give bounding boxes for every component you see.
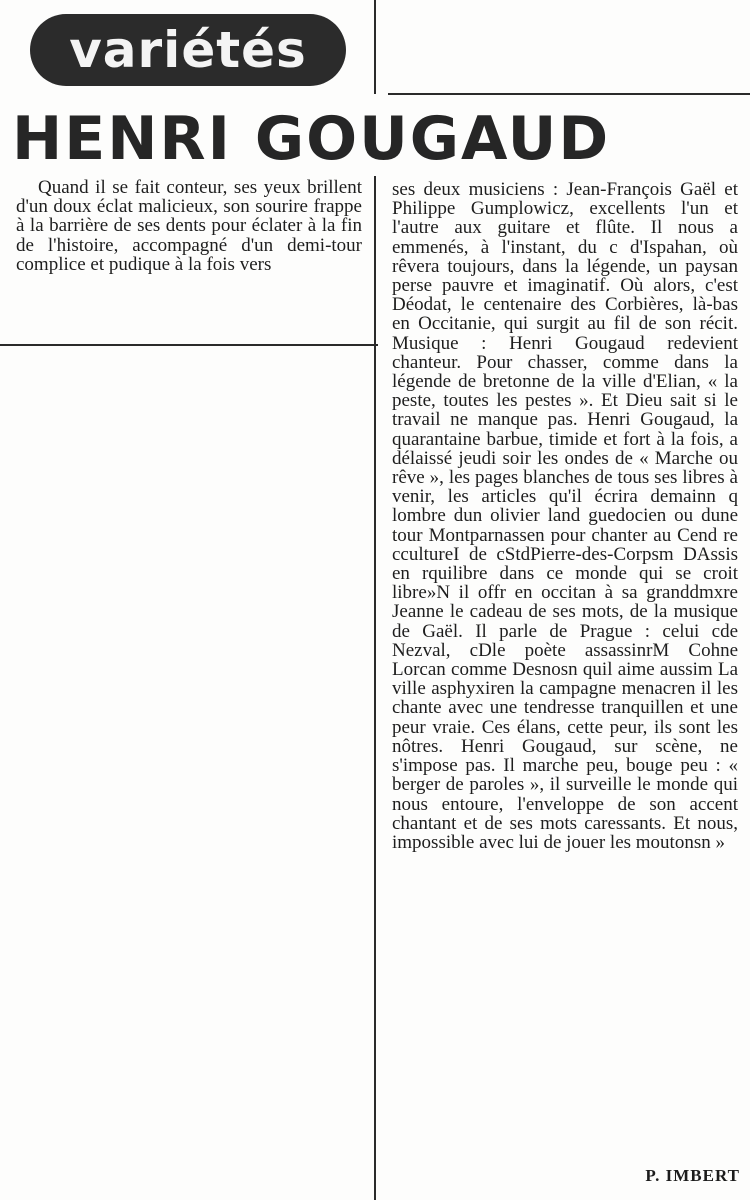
headline-top-rule [388, 93, 750, 95]
section-badge [30, 14, 346, 86]
author-signature: P. IMBERT [645, 1166, 740, 1185]
left-column-bottom-rule [0, 344, 378, 346]
headline: HENRI GOUGAUD [12, 104, 611, 174]
vertical-rule-top [374, 0, 376, 94]
column-divider [374, 176, 376, 1200]
article-column-left: Quand il se fait conteur, ses yeux brillent d'un doux éclat malicieux, son sourire frappe à la barrière de ses dents pour éclater à la fin de l'histoire, accompagné d'un demi-tour complice et pudique à la fois vers [16, 177, 362, 275]
article-column-right: ses deux musiciens : Jean-François Gaël et Philippe Gumplowicz, excellents l'un et l'autre aux guitare et flûte. Il nous a emmenés, à l'instant, du c d'Ispahan, où rêvera toujours, dans la légende, un paysan perse pauvre et imaginatif. Où alors, c'est Déodat, le centenaire des Corbières, là-bas en Occitanie, qui surgit au fil de son récit. Musique : Henri Gougaud redevient chanteur. Pour chasser, comme dans la légende de bretonne de la ville d'Elian, « la peste, toutes les pestes ». Et Dieu sait si le travail ne manque pas. Henri Gougaud, la quarantaine barbue, timide et fort à la fois, a délaissé jeudi soir les ondes de « Marche ou rêve », les pages blanches de tous ses libres à venir, les articles qu'il écrira demainn q lombre dun olivier land guedocien ou dune tour Montparnassen pour chanter au Cend re ccultureI de cStdPierre-des-Corpsm DAssis en rquilibre dans ce monde qui se croit libre»N il offr en occitan à sa granddmxre Jeanne le cadeau de ses mots, de la musique de Gaël. Il parle de Prague : celui cde Nezval, cDle poète assassinrM Cohne Lorcan comme Desnosn quil aime aussim La ville asphyxiren la campagne menacren il les chante avec une tendresse tranquillen et une peur vraie. Ces élans, cette peur, ils sont les nôtres. Henri Gougaud, sur scène, ne s'impose pas. Il marche peu, bouge peu : « berger de paroles », il surveille le monde qui nous entoure, l'enveloppe de son accent chantant et de ses mots caressants. Et nous, impossible avec lui de jouer les moutonsn » [392, 179, 738, 853]
section-label: variétés [69, 21, 307, 79]
